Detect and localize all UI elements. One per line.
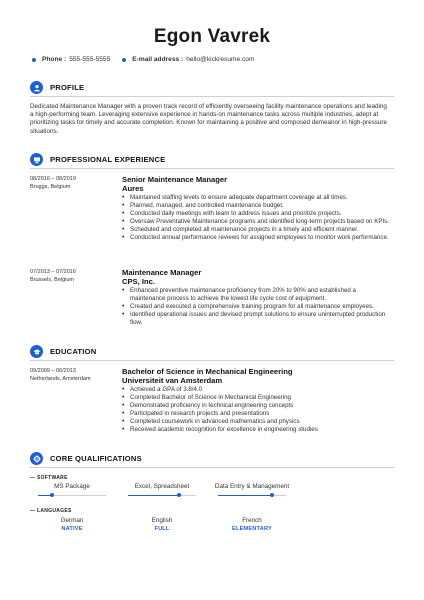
skill-name: Excel, Spreadsheet [134, 483, 190, 490]
candidate-name: Egon Vavrek [153, 26, 271, 47]
list-item: • Received academic recognition for excellence in engineering studies [122, 426, 392, 434]
bullet-dot-icon [122, 58, 126, 62]
qualifications-title: CORE QUALIFICATIONS [50, 454, 142, 463]
list-item: • Conducted daily meetings with team to address issues and prioritize projects. [122, 210, 392, 218]
list-item: • Completed Bachelor of Science in Mechanical Engineering [122, 394, 392, 402]
profile-title: PROFILE [50, 83, 85, 92]
entry-location: Bruggs, Belgium [30, 184, 71, 190]
divider [30, 467, 394, 468]
language-name: English [151, 517, 173, 524]
list-item: • Enhanced preventive maintenance proficiency from 20% to 90% and established a maintenance process to achieve the lowest life cycle cost of equipment. [122, 287, 392, 303]
list-item: • Maintained staffing levels to ensure adequate department coverage at all times. [122, 194, 392, 202]
language-level: NATIVE [61, 526, 83, 532]
employer: Aures [122, 184, 144, 193]
skill-name: Data Entry & Management [214, 483, 290, 490]
duties-list [122, 194, 392, 243]
list-item: • Demonstrated proficiency in technical engineering concepts [122, 402, 392, 410]
degree: Bachelor of Science in Mechanical Engineering [122, 367, 293, 376]
monitor-icon [30, 153, 43, 166]
divider [30, 360, 394, 361]
contact-bar [32, 56, 266, 63]
phone-item [32, 56, 110, 63]
job-title: Senior Maintenance Manager [122, 175, 228, 184]
list-item: • Participated in research projects and presentations [122, 410, 392, 418]
skill-level-marker [50, 493, 54, 497]
list-item: • Oversaw Preventative Maintenance programs and identified long-term projects based on KPIs. [122, 218, 392, 226]
list-item: • Scheduled and completed all maintenance projects in a timely and efficient manner. [122, 226, 392, 234]
profile-section-head [30, 81, 84, 94]
phone-value: 555-555-5555 [69, 56, 111, 63]
list-item: • Planned, managed, and controlled maintenance budget. [122, 202, 392, 210]
job-title: Maintenance Manager [122, 268, 202, 277]
experience-meta [30, 268, 76, 284]
experience-entry [122, 175, 392, 243]
software-subhead: — SOFTWARE [30, 475, 68, 481]
experience-meta [30, 175, 76, 191]
email-label: E-mail address : [132, 56, 184, 63]
languages-subhead: — LANGUAGES [30, 508, 72, 514]
email-value[interactable]: hello@kickresume.com [186, 56, 255, 63]
divider [30, 168, 394, 169]
entry-dates: 07/2013 – 07/2016 [30, 269, 76, 275]
divider [30, 96, 394, 97]
skill-level-marker [177, 493, 181, 497]
education-meta [30, 367, 91, 383]
education-title: EDUCATION [50, 347, 97, 356]
graduation-cap-icon [30, 345, 43, 358]
skill-name: MS Package [54, 483, 90, 490]
skill-level-fill [128, 495, 179, 497]
language-name: French [242, 517, 262, 524]
education-section-head [30, 345, 96, 358]
email-item [122, 56, 254, 63]
entry-location: Brussels, Belgium [30, 277, 75, 283]
entry-dates: 08/2016 – 08/2019 [30, 176, 76, 182]
gear-icon [30, 452, 43, 465]
achievements-list [122, 386, 392, 435]
entry-dates: 09/2009 – 06/2013 [30, 368, 76, 374]
languages-label: LANGUAGES [37, 508, 72, 514]
profile-summary: Dedicated Maintenance Manager with a proven track record of efficiently overseeing facility maintenance operations and leading a high-performing team. Leveraging extensive experience in hands-on maintenance tasks across multiple industries, adept at prioritizing tasks for timely and accurate completion. Known for maintaining a positive and composed demeanor in high-pressure situations. [30, 103, 388, 135]
qualifications-section-head [30, 452, 142, 465]
employer: CPS, Inc. [122, 277, 155, 286]
skill-level-marker [270, 493, 274, 497]
entry-location: Netherlands, Amsterdam [30, 376, 91, 382]
language-name: German [60, 517, 84, 524]
person-icon [30, 81, 43, 94]
school: Universiteit van Amsterdam [122, 376, 223, 385]
experience-title: PROFESSIONAL EXPERIENCE [50, 155, 166, 164]
language-level: FULL [154, 526, 170, 532]
experience-section-head [30, 153, 165, 166]
list-item: • Conducted annual performance reviews for assigned employees to monitor work performance. [122, 234, 392, 242]
list-item: • Achieved a GPA of 3.8/4.0 [122, 386, 392, 394]
bullet-dot-icon [32, 58, 36, 62]
education-entry [122, 367, 392, 435]
list-item: • Created and executed a comprehensive training program for all maintenance employees. [122, 303, 392, 311]
software-label: SOFTWARE [37, 475, 68, 481]
duties-list [122, 287, 392, 327]
list-item: • Identified operational issues and devised prompt solutions to ensure uninterrupted production flow. [122, 311, 392, 327]
phone-label: Phone : [42, 56, 67, 63]
experience-entry [122, 268, 392, 327]
list-item: • Completed coursework in advanced mathematics and physics [122, 418, 392, 426]
skill-level-fill [218, 495, 272, 497]
language-level: ELEMENTARY [232, 526, 272, 532]
